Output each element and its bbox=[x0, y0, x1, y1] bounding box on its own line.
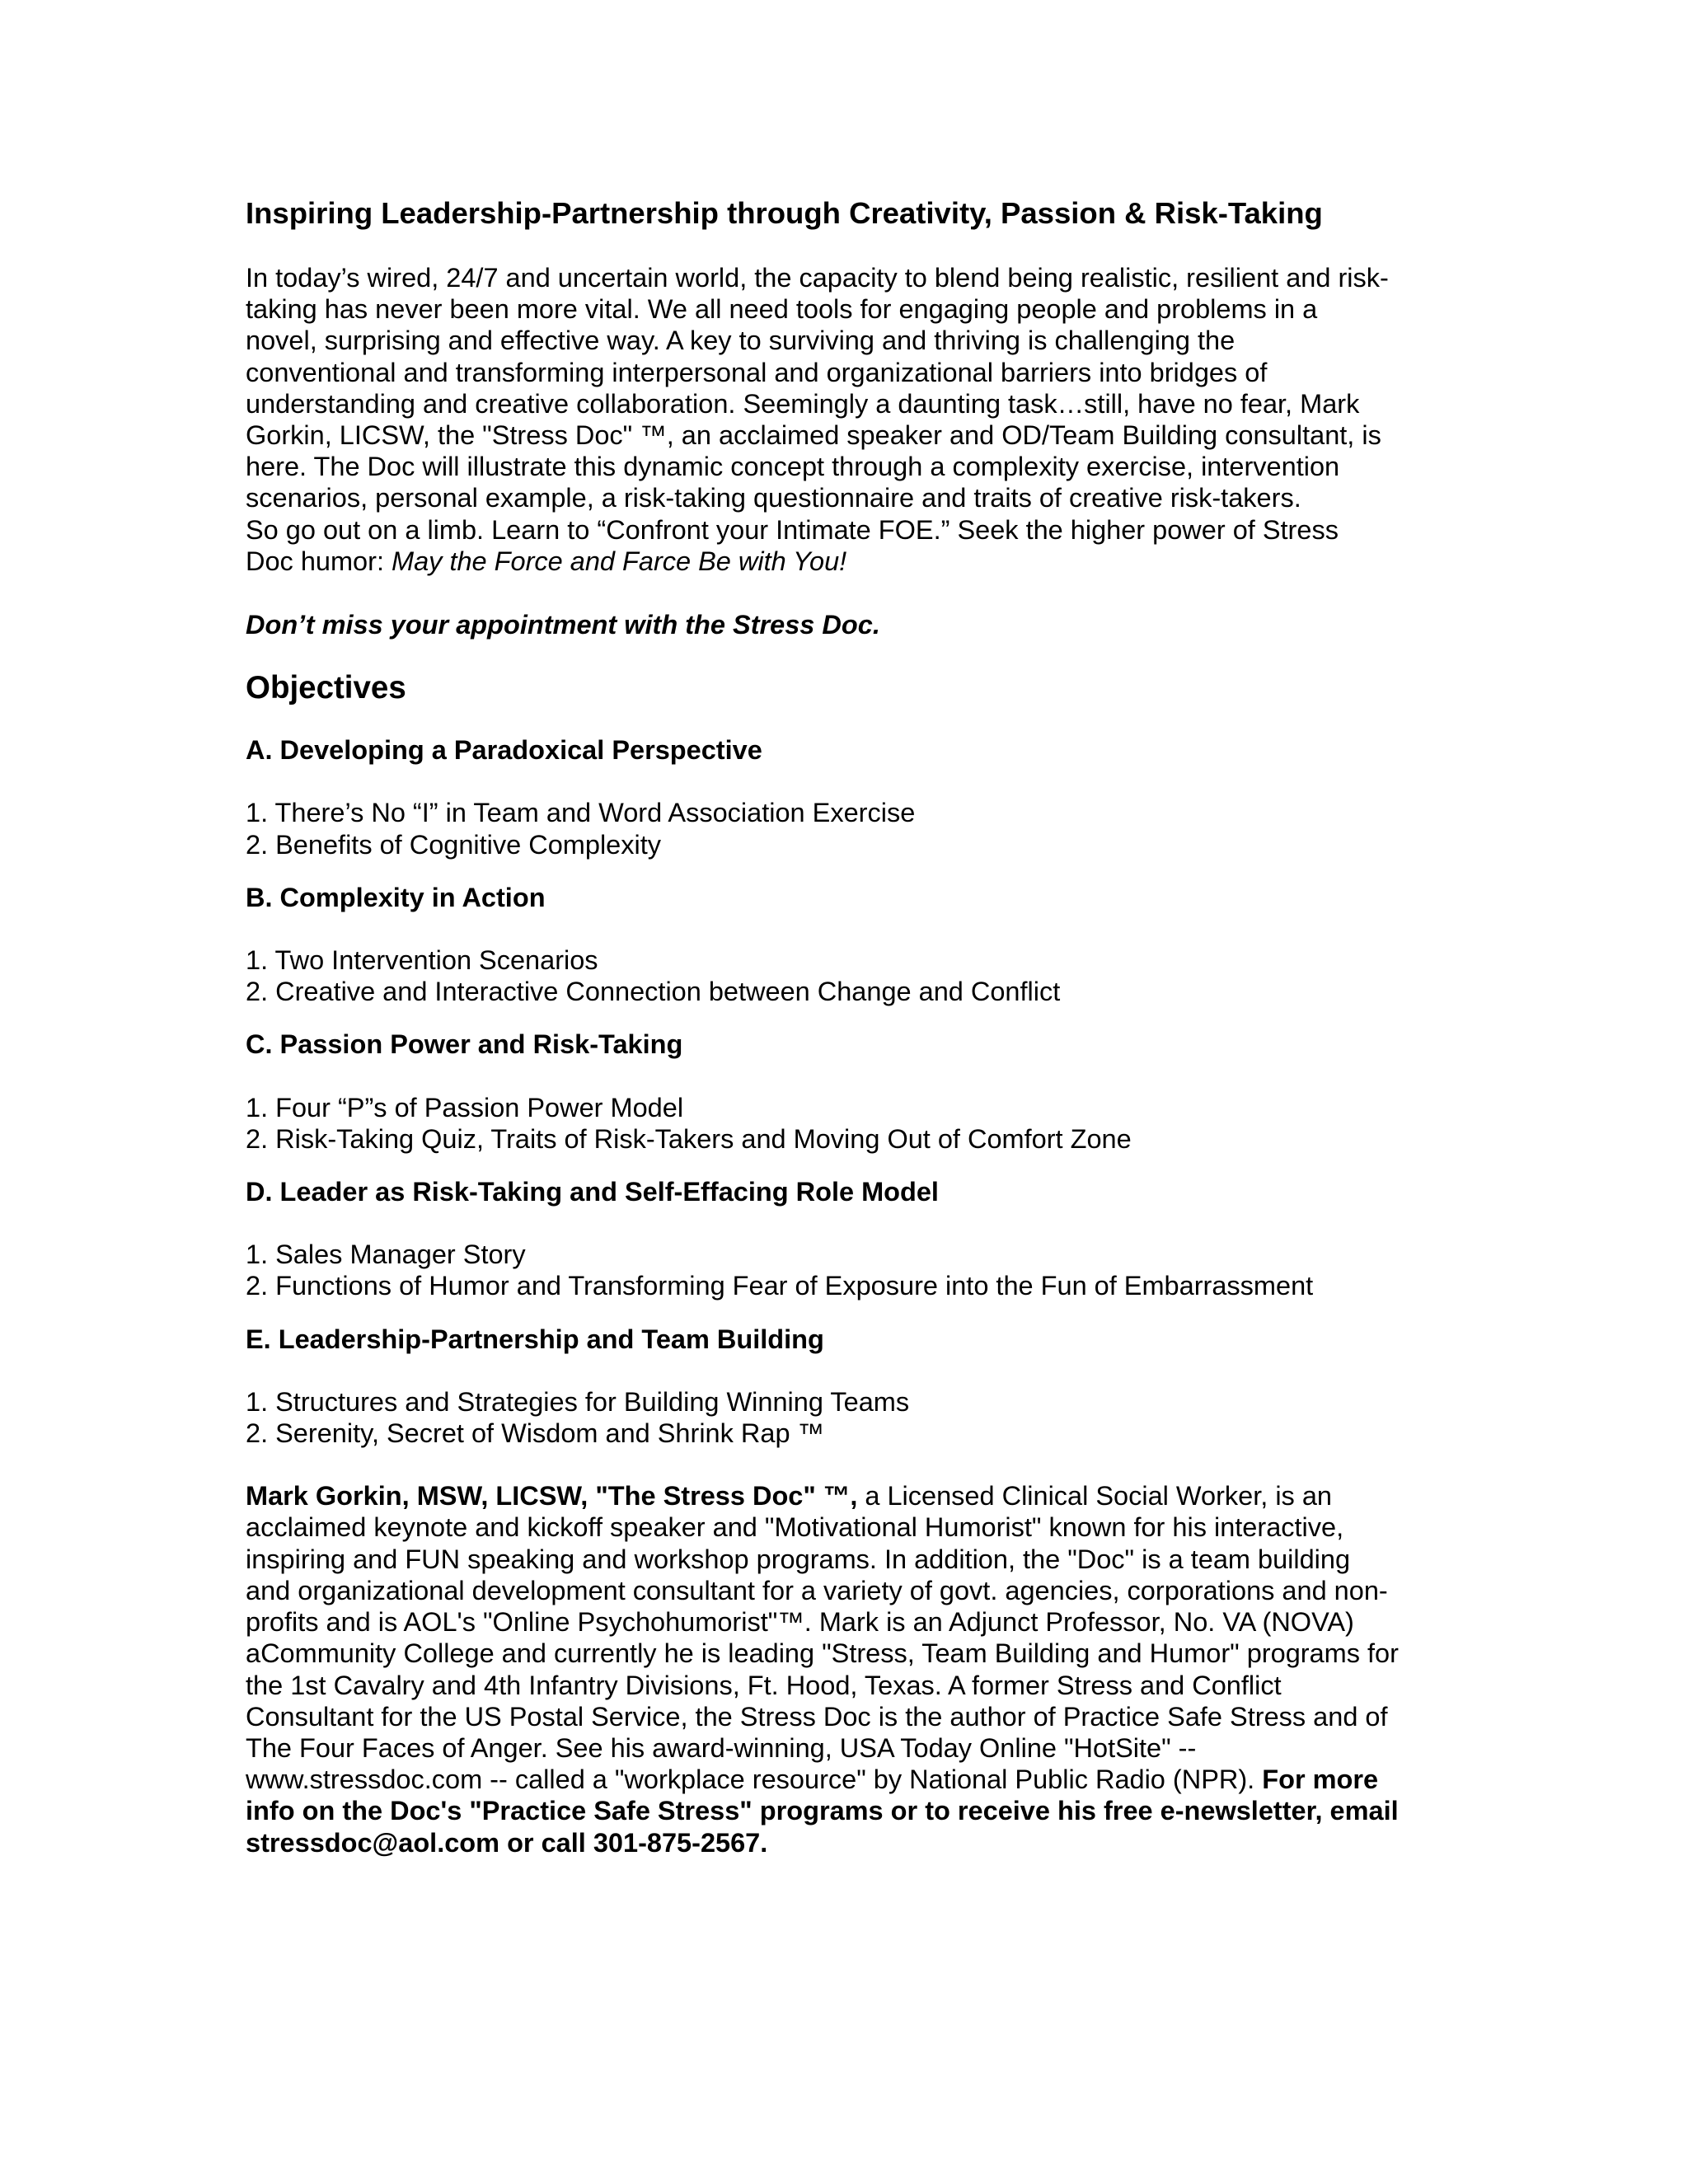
document-page bbox=[246, 194, 1449, 1858]
list-item: 1. Four “P”s of Passion Power Model bbox=[246, 1092, 684, 1122]
list-item: 2. Risk-Taking Quiz, Traits of Risk-Takers and Moving Out of Comfort Zone bbox=[246, 1123, 1132, 1154]
intro-last-line-start: Doc humor: bbox=[246, 546, 392, 576]
intro-line: So go out on a limb. Learn to “Confront your Intimate FOE.” Seek the higher power of Stress bbox=[246, 514, 1339, 545]
document-title: Inspiring Leadership-Partnership through Creativity, Passion & Risk-Taking bbox=[246, 196, 1323, 230]
bio-first-line bbox=[246, 1480, 1449, 1511]
intro-line: taking has never been more vital. We all need tools for engaging people and problems in a bbox=[246, 294, 1318, 325]
section-heading: C. Passion Power and Risk-Taking bbox=[246, 1029, 683, 1060]
intro-line: conventional and transforming interpersonal and organizational barriers into bridges of bbox=[246, 357, 1268, 387]
list-item: 2. Functions of Humor and Transforming Fear of Exposure into the Fun of Embarrassment bbox=[246, 1271, 1314, 1301]
list-item: 2. Serenity, Secret of Wisdom and Shrink Rap ™ bbox=[246, 1418, 825, 1449]
list-item: 2. Creative and Interactive Connection between Change and Conflict bbox=[246, 977, 1061, 1007]
objective-section-d bbox=[246, 1176, 1449, 1302]
intro-paragraph bbox=[246, 262, 1449, 577]
list-item: 1. There’s No “I” in Team and Word Association Exercise bbox=[246, 798, 916, 828]
section-items bbox=[246, 1386, 1449, 1449]
bio-url-text: www.stressdoc.com -- called a "workplace resource" by National Public Radio (NPR). bbox=[246, 1765, 1263, 1795]
section-items bbox=[246, 1239, 1449, 1301]
bio-contact-line: stressdoc@aol.com or call 301-875-2567. bbox=[246, 1827, 768, 1858]
objective-section-a bbox=[246, 734, 1449, 860]
bio-line: the 1st Cavalry and 4th Infantry Divisions, Ft. Hood, Texas. A former Stress and Conflict bbox=[246, 1670, 1282, 1700]
intro-line: Gorkin, LICSW, the "Stress Doc" ™, an acclaimed speaker and OD/Team Building consultant, is bbox=[246, 420, 1381, 451]
list-item: 1. Structures and Strategies for Building Winning Teams bbox=[246, 1386, 910, 1417]
list-item: 2. Benefits of Cognitive Complexity bbox=[246, 829, 661, 860]
intro-motto: May the Force and Farce Be with You! bbox=[392, 546, 847, 576]
bio-contact-start: For more bbox=[1262, 1765, 1379, 1795]
tagline: Don’t miss your appointment with the Stress Doc. bbox=[246, 610, 880, 640]
bio-url-line bbox=[246, 1764, 1449, 1795]
bio-line: acclaimed keynote and kickoff speaker and "Motivational Humorist" known for his interactive, bbox=[246, 1512, 1344, 1543]
section-heading: E. Leadership-Partnership and Team Building bbox=[246, 1324, 824, 1354]
section-heading: B. Complexity in Action bbox=[246, 882, 546, 912]
intro-line: scenarios, personal example, a risk-taking questionnaire and traits of creative risk-takers. bbox=[246, 483, 1301, 513]
bio-line: Consultant for the US Postal Service, the Stress Doc is the author of Practice Safe Stress and of bbox=[246, 1701, 1388, 1732]
section-items bbox=[246, 1092, 1449, 1155]
list-item: 1. Two Intervention Scenarios bbox=[246, 945, 598, 976]
intro-line: novel, surprising and effective way. A key to surviving and thriving is challenging the bbox=[246, 326, 1236, 356]
bio-line: The Four Faces of Anger. See his award-winning, USA Today Online "HotSite" -- bbox=[246, 1732, 1197, 1763]
objectives-heading: Objectives bbox=[246, 670, 406, 706]
intro-line: here. The Doc will illustrate this dynamic concept through a complexity exercise, intervention bbox=[246, 452, 1340, 482]
author-bio bbox=[246, 1480, 1449, 1858]
bio-line: inspiring and FUN speaking and workshop programs. In addition, the "Doc" is a team building bbox=[246, 1544, 1351, 1574]
bio-contact-line: info on the Doc's "Practice Safe Stress" programs or to receive his free e-newsletter, email bbox=[246, 1796, 1399, 1826]
section-heading: D. Leader as Risk-Taking and Self-Effacing Role Model bbox=[246, 1177, 939, 1207]
objective-section-b bbox=[246, 882, 1449, 1008]
bio-line: profits and is AOL's "Online Psychohumorist"™. Mark is an Adjunct Professor, No. VA (NOVA) bbox=[246, 1607, 1354, 1638]
section-items bbox=[246, 797, 1449, 860]
section-items bbox=[246, 944, 1449, 1007]
list-item: 1. Sales Manager Story bbox=[246, 1240, 526, 1270]
intro-line: understanding and creative collaboration. Seemingly a daunting task…still, have no fear, Mark bbox=[246, 388, 1360, 419]
bio-author-name: Mark Gorkin, MSW, LICSW, "The Stress Doc" ™, bbox=[246, 1481, 858, 1511]
bio-line: aCommunity College and currently he is leading "Stress, Team Building and Humor" programs for bbox=[246, 1638, 1399, 1669]
objective-section-c bbox=[246, 1029, 1449, 1155]
section-heading: A. Developing a Paradoxical Perspective bbox=[246, 735, 762, 766]
bio-first-line-rest: a Licensed Clinical Social Worker, is an bbox=[857, 1481, 1332, 1511]
intro-last-line bbox=[246, 546, 1449, 577]
intro-line: In today’s wired, 24/7 and uncertain world, the capacity to blend being realistic, resilient and risk- bbox=[246, 263, 1389, 293]
objective-section-e bbox=[246, 1324, 1449, 1450]
bio-line: and organizational development consultant for a variety of govt. agencies, corporations and non- bbox=[246, 1575, 1388, 1605]
